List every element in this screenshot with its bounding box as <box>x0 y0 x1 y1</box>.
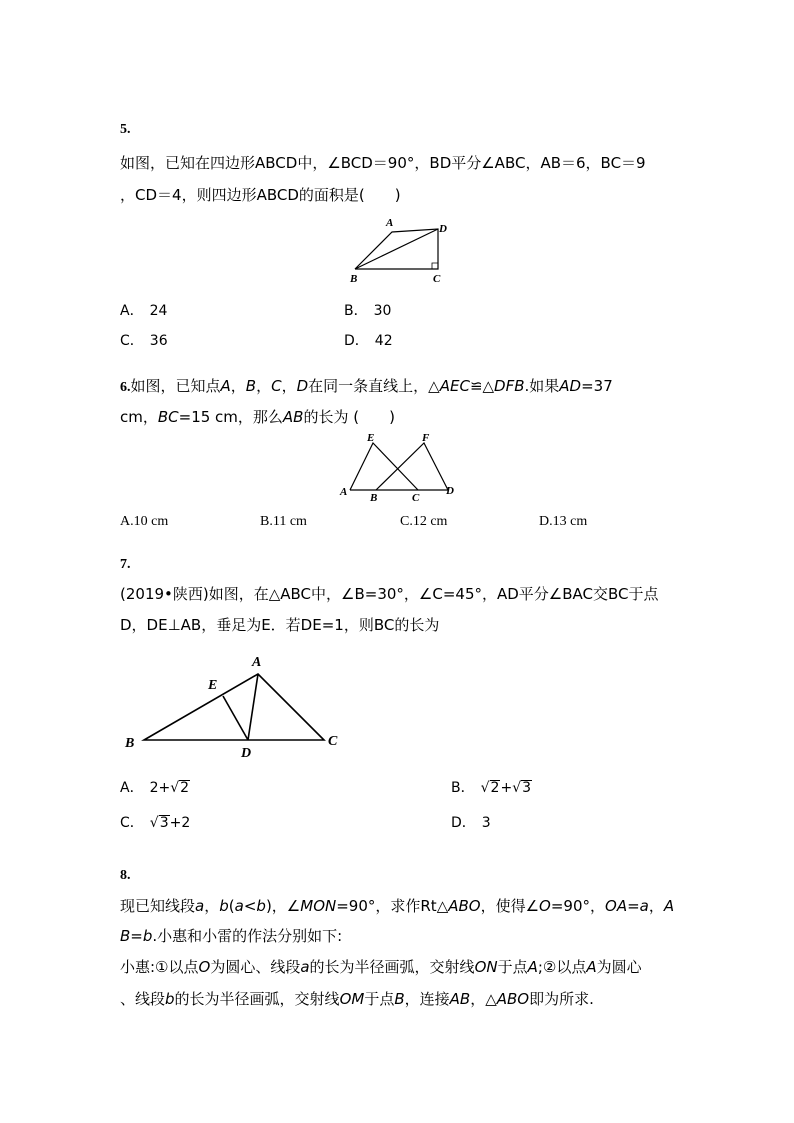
q5-label-c: C <box>433 273 441 285</box>
q8-method-line2: 、线段b的长为半径画弧，交射线OM于点B，连接AB，△ABO即为所求. <box>120 990 594 1008</box>
q7-option-a: A． 2+√2 <box>120 780 190 796</box>
q7-option-d: D． 3 <box>451 815 491 831</box>
q6-option-c: C.12 cm <box>400 514 448 529</box>
q8-stem-line1: 现已知线段a，b(a<b)，∠MON=90°，求作Rt△ABO，使得∠O=90°，OA=a，A <box>120 897 675 915</box>
q6-option-b: B.11 cm <box>260 514 307 529</box>
q5-option-a: A． 24 <box>120 303 168 319</box>
q7-label-a: A <box>252 655 262 670</box>
q7-label-d: D <box>241 746 252 761</box>
q7-option-c: C． √3+2 <box>120 815 191 831</box>
q7-label-b: B <box>125 736 135 751</box>
q5-option-d: D． 42 <box>344 333 393 349</box>
q5-label-a: A <box>386 217 394 229</box>
q5-stem-line1: 如图，已知在四边形ABCD中，∠BCD＝90°，BD平分∠ABC，AB＝6，BC＝9 <box>120 154 646 172</box>
q6-label-e: E <box>367 432 375 444</box>
q6-option-a: A.10 cm <box>120 514 169 529</box>
q5-diagonal-bd <box>355 229 438 269</box>
q7-stem-line2: D，DE⊥AB，垂足为E．若DE=1，则BC的长为 <box>120 616 440 634</box>
q6-option-d: D.13 cm <box>539 514 588 529</box>
q6-label-c: C <box>412 492 420 503</box>
q6-stem-line1: 6.如图，已知点A，B，C，D在同一条直线上，△AEC≌△DFB.如果AD=37 <box>120 377 613 395</box>
q7-number: 7. <box>120 557 131 572</box>
q6-label-f: F <box>422 432 430 444</box>
q7-label-c: C <box>328 734 338 749</box>
q5-label-d: D <box>439 223 447 235</box>
q7-bisector-ad <box>248 674 258 740</box>
q5-stem-line2: ，CD＝4，则四边形ABCD的面积是( ) <box>120 186 401 204</box>
q7-stem-line1: (2019•陕西)如图，在△ABC中，∠B=30°，∠C=45°，AD平分∠BAC交BC于点 <box>120 585 659 603</box>
q7-triangle-abc <box>144 674 324 740</box>
q7-label-e: E <box>208 678 218 693</box>
q5-figure <box>340 212 460 292</box>
q5-number: 5. <box>120 122 131 137</box>
q5-option-b: B． 30 <box>344 303 392 319</box>
q8-method-line1: 小惠:①以点O为圆心、线段a的长为半径画弧，交射线ON于点A;②以点A为圆心 <box>120 958 642 976</box>
q7-option-b: B． √2+√3 <box>451 780 532 796</box>
q6-stem-line2: cm，BC=15 cm，那么AB的长为 ( ) <box>120 408 395 426</box>
q6-figure <box>336 428 466 503</box>
q5-label-b: B <box>350 273 358 285</box>
q5-option-c: C． 36 <box>120 333 168 349</box>
q5-right-angle-mark <box>432 263 438 269</box>
q6-label-a: A <box>340 486 348 498</box>
q7-perpendicular-de <box>223 696 248 740</box>
q7-figure <box>120 648 350 763</box>
q6-label-d: D <box>446 485 454 497</box>
q8-stem-line2: B=b.小惠和小雷的作法分别如下: <box>120 927 343 945</box>
q6-label-b: B <box>370 492 378 503</box>
q8-number: 8. <box>120 868 131 883</box>
